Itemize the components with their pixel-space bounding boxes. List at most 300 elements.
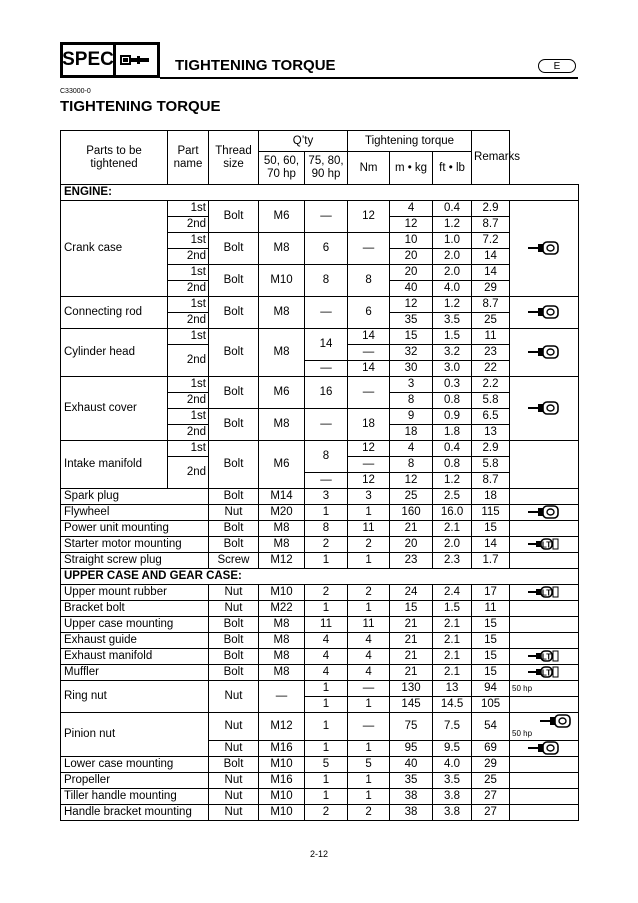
remark (510, 741, 579, 757)
torque-ftlb: 29 (472, 757, 510, 773)
torque-mkg: 1.2 (433, 297, 472, 313)
header-part-name: Part name (168, 131, 209, 185)
qty-b: 12 (348, 201, 390, 233)
torque-nm: 38 (390, 789, 433, 805)
torque-ftlb: 5.8 (472, 457, 510, 473)
table-row (61, 489, 579, 505)
remark (510, 789, 579, 805)
torque-nm: 23 (390, 553, 433, 569)
qty-a: 8 (305, 441, 348, 473)
thread-size: M8 (259, 537, 305, 553)
remark (510, 665, 579, 681)
thread-size: M16 (259, 773, 305, 789)
torque-nm: 21 (390, 649, 433, 665)
torque-mkg: 2.0 (433, 265, 472, 281)
torque-mkg: 2.3 (433, 553, 472, 569)
qty-b: 1 (348, 789, 390, 805)
torque-ftlb: 7.2 (472, 233, 510, 249)
fastener-name: Nut (209, 773, 259, 789)
torque-nm: 21 (390, 617, 433, 633)
qty-a: 8 (305, 521, 348, 537)
header-thread-size: Thread size (209, 131, 259, 185)
torque-nm: 9 (390, 409, 433, 425)
torque-mkg: 2.4 (433, 585, 472, 601)
torque-nm: 35 (390, 313, 433, 329)
qty-a: 1 (305, 553, 348, 569)
svg-text:LT: LT (541, 540, 552, 550)
fastener-name: Bolt (209, 409, 259, 441)
header-qty-b: 75, 80, 90 hp (305, 152, 348, 185)
table-row (61, 713, 579, 741)
torque-mkg: 0.3 (433, 377, 472, 393)
torque-ftlb: 15 (472, 665, 510, 681)
remark (510, 713, 579, 741)
torque-mkg: 3.8 (433, 789, 472, 805)
table-row (61, 649, 579, 665)
qty-a: 2 (305, 585, 348, 601)
qty-b: 1 (348, 505, 390, 521)
oil-icon (528, 741, 560, 755)
fastener-name: Bolt (209, 649, 259, 665)
step: 1st (168, 329, 209, 345)
fastener-name: Nut (209, 681, 259, 713)
thread-size: M10 (259, 805, 305, 821)
fastener-name: Bolt (209, 617, 259, 633)
table-row (61, 665, 579, 681)
part-name: Upper mount rubber (61, 585, 209, 601)
torque-mkg: 1.8 (433, 425, 472, 441)
remark-text: 50 hp (512, 729, 533, 738)
locking-agent-icon (528, 665, 560, 679)
header-torque: Tightening torque (348, 131, 472, 152)
part-name: Flywheel (61, 505, 209, 521)
torque-mkg: 2.1 (433, 521, 472, 537)
torque-ftlb: 29 (472, 281, 510, 297)
qty-a: — (305, 361, 348, 377)
torque-nm: 35 (390, 773, 433, 789)
spec-label: SPEC (60, 42, 116, 78)
table-row (61, 537, 579, 553)
thread-size: M12 (259, 553, 305, 569)
part-name: Straight screw plug (61, 553, 209, 569)
qty-a: 14 (305, 329, 348, 361)
torque-mkg: 14.5 (433, 697, 472, 713)
locking-agent-icon (528, 537, 560, 551)
torque-mkg: 3.5 (433, 773, 472, 789)
remark (510, 377, 579, 441)
oil-icon (528, 305, 560, 319)
torque-nm: 160 (390, 505, 433, 521)
qty-a: 4 (305, 633, 348, 649)
qty-a: 3 (305, 489, 348, 505)
remark: 50 hp (510, 681, 579, 697)
qty-a: 2 (305, 805, 348, 821)
torque-nm: 12 (390, 473, 433, 489)
torque-ftlb: 2.9 (472, 201, 510, 217)
fastener-name: Bolt (209, 265, 259, 297)
torque-mkg: 2.1 (433, 633, 472, 649)
qty-b: 1 (348, 741, 390, 757)
part-name: Spark plug (61, 489, 209, 505)
qty-a: — (305, 473, 348, 489)
torque-mkg: 4.0 (433, 281, 472, 297)
fastener-name: Bolt (209, 757, 259, 773)
section-engine: ENGINE: (61, 185, 579, 201)
qty-b: 18 (348, 409, 390, 441)
remark (510, 521, 579, 537)
header-nm: Nm (348, 152, 390, 185)
torque-mkg: 9.5 (433, 741, 472, 757)
step: 2nd (168, 217, 209, 233)
qty-b: 1 (348, 773, 390, 789)
qty-b: 8 (348, 265, 390, 297)
torque-nm: 32 (390, 345, 433, 361)
qty-a: 11 (305, 617, 348, 633)
fastener-name: Bolt (209, 377, 259, 409)
fastener-name: Bolt (209, 441, 259, 489)
torque-ftlb: 54 (472, 713, 510, 741)
thread-size: M12 (259, 713, 305, 741)
torque-nm: 10 (390, 233, 433, 249)
step: 1st (168, 297, 209, 313)
thread-size: M22 (259, 601, 305, 617)
torque-ftlb: 22 (472, 361, 510, 377)
torque-nm: 21 (390, 521, 433, 537)
torque-nm: 3 (390, 377, 433, 393)
torque-nm: 95 (390, 741, 433, 757)
part-name: Ring nut (61, 681, 209, 713)
header-rule (160, 77, 578, 79)
qty-b: 1 (348, 553, 390, 569)
torque-ftlb: 14 (472, 265, 510, 281)
qty-a: 1 (305, 773, 348, 789)
torque-mkg: 1.2 (433, 473, 472, 489)
qty-a: 1 (305, 741, 348, 757)
header-row (61, 131, 579, 152)
remark (510, 201, 579, 297)
torque-ftlb: 17 (472, 585, 510, 601)
fastener-name: Nut (209, 805, 259, 821)
step: 1st (168, 201, 209, 217)
step: 2nd (168, 425, 209, 441)
thread-size: M6 (259, 377, 305, 409)
table-row (61, 805, 579, 821)
torque-ftlb: 94 (472, 681, 510, 697)
table-row (61, 505, 579, 521)
thread-size: M8 (259, 409, 305, 441)
remark (510, 773, 579, 789)
torque-nm: 24 (390, 585, 433, 601)
torque-ftlb: 115 (472, 505, 510, 521)
fastener-name: Bolt (209, 233, 259, 265)
fastener-name: Bolt (209, 329, 259, 377)
part-name: Exhaust guide (61, 633, 209, 649)
fastener-name: Bolt (209, 521, 259, 537)
qty-b: 5 (348, 757, 390, 773)
oil-icon (528, 401, 560, 415)
part-name: Crank case (61, 201, 168, 297)
torque-nm: 25 (390, 489, 433, 505)
part-name: Power unit mounting (61, 521, 209, 537)
step: 2nd (168, 249, 209, 265)
fastener-name: Nut (209, 505, 259, 521)
fastener-name: Nut (209, 789, 259, 805)
torque-nm: 20 (390, 537, 433, 553)
torque-nm: 21 (390, 665, 433, 681)
fastener-name: Bolt (209, 489, 259, 505)
qty-b: 2 (348, 585, 390, 601)
fastener-name: Bolt (209, 201, 259, 233)
part-name: Starter motor mounting (61, 537, 209, 553)
thread-size: M8 (259, 329, 305, 377)
qty-b: — (348, 713, 390, 741)
qty-b: 12 (348, 473, 390, 489)
torque-mkg: 7.5 (433, 713, 472, 741)
remark (510, 805, 579, 821)
torque-nm: 20 (390, 265, 433, 281)
fastener-name: Nut (209, 601, 259, 617)
remark (510, 505, 579, 521)
part-name: Upper case mounting (61, 617, 209, 633)
torque-nm: 12 (390, 217, 433, 233)
torque-ftlb: 14 (472, 249, 510, 265)
part-name: Exhaust cover (61, 377, 168, 441)
torque-ftlb: 27 (472, 805, 510, 821)
table-row (61, 329, 579, 345)
thread-size: M8 (259, 665, 305, 681)
torque-ftlb: 14 (472, 537, 510, 553)
locking-agent-icon (528, 649, 560, 663)
torque-mkg: 0.8 (433, 393, 472, 409)
remark (510, 441, 579, 489)
qty-a: 2 (305, 537, 348, 553)
torque-ftlb: 15 (472, 633, 510, 649)
qty-b: — (348, 457, 390, 473)
torque-nm: 18 (390, 425, 433, 441)
qty-b: 14 (348, 329, 390, 345)
table-row (61, 617, 579, 633)
step: 1st (168, 409, 209, 425)
remark (510, 633, 579, 649)
header-qty-a: 50, 60, 70 hp (259, 152, 305, 185)
part-name: Lower case mounting (61, 757, 209, 773)
header-ftlb: ft • lb (433, 152, 472, 185)
oil-icon (528, 345, 560, 359)
remark (510, 329, 579, 377)
qty-a: 1 (305, 681, 348, 697)
torque-nm: 145 (390, 697, 433, 713)
torque-ftlb: 8.7 (472, 217, 510, 233)
torque-mkg: 1.5 (433, 329, 472, 345)
table-row (61, 633, 579, 649)
torque-nm: 21 (390, 633, 433, 649)
torque-nm: 15 (390, 329, 433, 345)
qty-a: 1 (305, 697, 348, 713)
qty-a: 1 (305, 713, 348, 741)
torque-ftlb: 8.7 (472, 473, 510, 489)
step: 2nd (168, 313, 209, 329)
thread-size: M10 (259, 585, 305, 601)
thread-size: M8 (259, 649, 305, 665)
svg-text:LT: LT (541, 588, 552, 598)
qty-b: — (348, 233, 390, 265)
remark (510, 617, 579, 633)
torque-mkg: 2.1 (433, 617, 472, 633)
remark (510, 601, 579, 617)
qty-b: 4 (348, 649, 390, 665)
qty-a: 1 (305, 789, 348, 805)
qty-b: — (348, 345, 390, 361)
table-row (61, 681, 579, 697)
torque-nm: 8 (390, 393, 433, 409)
remark (510, 553, 579, 569)
torque-nm: 20 (390, 249, 433, 265)
thread-size: — (259, 681, 305, 713)
svg-text:LT: LT (541, 652, 552, 662)
qty-b: 6 (348, 297, 390, 329)
torque-ftlb: 15 (472, 521, 510, 537)
remark (510, 489, 579, 505)
thread-size: M14 (259, 489, 305, 505)
torque-nm: 30 (390, 361, 433, 377)
oil-icon (528, 241, 560, 255)
torque-mkg: 4.0 (433, 757, 472, 773)
torque-mkg: 2.0 (433, 537, 472, 553)
thread-size: M16 (259, 741, 305, 757)
thread-size: M10 (259, 789, 305, 805)
table-row (61, 585, 579, 601)
torque-ftlb: 13 (472, 425, 510, 441)
svg-text:LT: LT (541, 668, 552, 678)
step: 2nd (168, 393, 209, 409)
header-qty: Q’ty (259, 131, 348, 152)
locking-agent-icon (528, 585, 560, 599)
torque-mkg: 3.0 (433, 361, 472, 377)
fastener-name: Screw (209, 553, 259, 569)
qty-a: 4 (305, 665, 348, 681)
qty-b: 4 (348, 633, 390, 649)
thread-size: M20 (259, 505, 305, 521)
language-badge: E (538, 59, 576, 73)
thread-size: M8 (259, 297, 305, 329)
qty-a: 16 (305, 377, 348, 409)
doc-code: C33000-0 (60, 88, 91, 95)
torque-mkg: 2.5 (433, 489, 472, 505)
torque-ftlb: 25 (472, 313, 510, 329)
section-upper-case: UPPER CASE AND GEAR CASE: (61, 569, 579, 585)
qty-b: 12 (348, 441, 390, 457)
torque-mkg: 2.0 (433, 249, 472, 265)
table-row (61, 377, 579, 393)
torque-ftlb: 23 (472, 345, 510, 361)
remark (510, 697, 579, 713)
fastener-name: Bolt (209, 297, 259, 329)
torque-nm: 8 (390, 457, 433, 473)
part-name: Cylinder head (61, 329, 168, 377)
torque-mkg: 0.8 (433, 457, 472, 473)
torque-mkg: 1.0 (433, 233, 472, 249)
qty-b: 2 (348, 537, 390, 553)
thread-size: M10 (259, 757, 305, 773)
section-row (61, 569, 579, 585)
qty-b: — (348, 377, 390, 409)
qty-a: 1 (305, 601, 348, 617)
thread-size: M10 (259, 265, 305, 297)
part-name: Intake manifold (61, 441, 168, 489)
torque-nm: 40 (390, 757, 433, 773)
torque-ftlb: 11 (472, 601, 510, 617)
oil-icon (528, 505, 560, 519)
torque-ftlb: 2.2 (472, 377, 510, 393)
oil-icon (540, 714, 572, 728)
torque-ftlb: 1.7 (472, 553, 510, 569)
torque-mkg: 1.5 (433, 601, 472, 617)
fastener-name: Nut (209, 741, 259, 757)
part-name: Muffler (61, 665, 209, 681)
qty-b: 11 (348, 617, 390, 633)
step: 2nd (168, 457, 209, 489)
table-row (61, 297, 579, 313)
torque-table (60, 130, 579, 821)
qty-a: — (305, 409, 348, 441)
torque-ftlb: 27 (472, 789, 510, 805)
table-row (61, 521, 579, 537)
thread-size: M6 (259, 441, 305, 489)
torque-ftlb: 5.8 (472, 393, 510, 409)
header-remarks: Remarks (472, 131, 510, 185)
part-name: Bracket bolt (61, 601, 209, 617)
step: 2nd (168, 281, 209, 297)
qty-b: 1 (348, 697, 390, 713)
torque-mkg: 0.4 (433, 441, 472, 457)
part-name: Handle bracket mounting (61, 805, 209, 821)
torque-nm: 40 (390, 281, 433, 297)
torque-mkg: 1.2 (433, 217, 472, 233)
thread-size: M6 (259, 201, 305, 233)
qty-a: 1 (305, 505, 348, 521)
torque-nm: 4 (390, 441, 433, 457)
table-row (61, 757, 579, 773)
fastener-name: Bolt (209, 537, 259, 553)
qty-a: — (305, 297, 348, 329)
spec-icon-box (114, 42, 160, 78)
torque-ftlb: 15 (472, 649, 510, 665)
torque-nm: 4 (390, 201, 433, 217)
torque-mkg: 2.1 (433, 649, 472, 665)
thread-size: M8 (259, 617, 305, 633)
thread-size: M8 (259, 521, 305, 537)
torque-nm: 130 (390, 681, 433, 697)
table-row (61, 441, 579, 457)
section-row (61, 185, 579, 201)
qty-b: 3 (348, 489, 390, 505)
page-title: TIGHTENING TORQUE (60, 98, 221, 115)
torque-mkg: 3.2 (433, 345, 472, 361)
torque-mkg: 0.9 (433, 409, 472, 425)
wrench-icon (121, 53, 151, 67)
part-name: Pinion nut (61, 713, 209, 757)
torque-ftlb: 105 (472, 697, 510, 713)
torque-nm: 12 (390, 297, 433, 313)
part-name: Propeller (61, 773, 209, 789)
part-name: Exhaust manifold (61, 649, 209, 665)
torque-ftlb: 69 (472, 741, 510, 757)
remark (510, 297, 579, 329)
torque-nm: 75 (390, 713, 433, 741)
qty-a: 4 (305, 649, 348, 665)
header-title: TIGHTENING TORQUE (175, 57, 336, 74)
table-row (61, 201, 579, 217)
